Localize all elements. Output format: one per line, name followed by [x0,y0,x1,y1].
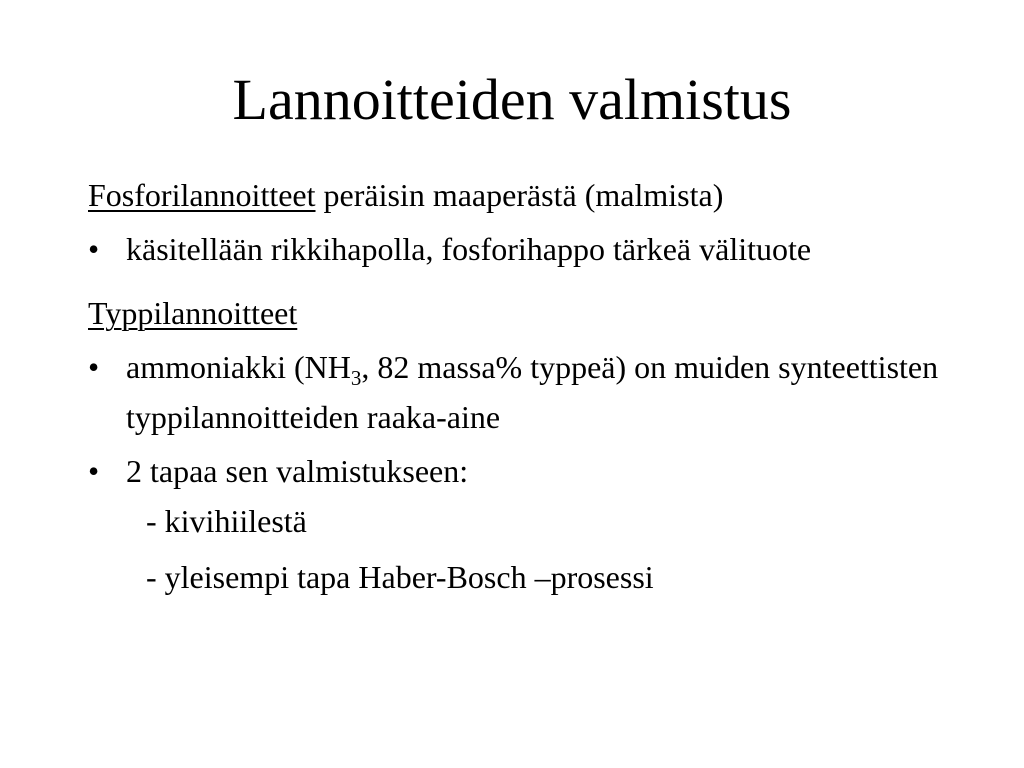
heading-phosphorus-rest: peräisin maaperästä (malmista) [315,177,724,213]
subscript-three: 3 [350,366,362,390]
bullet-text-part2: , 82 massa% typpeä) on muiden synteettisten typpilannoitteiden raaka-aine [126,349,939,435]
heading-phosphorus-underlined: Fosforilannoitteet [88,177,316,213]
bullet-item [88,224,968,274]
section-heading-phosphorus [88,170,968,220]
section-spacer [88,274,968,288]
bullet-text: 2 tapaa sen valmistukseen: [126,453,469,489]
section-heading-nitrogen [88,288,968,338]
heading-nitrogen-underlined: Typpilannoitteet [88,295,298,331]
bullet-text-part1: ammoniakki (NH [126,349,351,385]
bullet-dot-icon: • [88,231,100,267]
bullet-dot-icon: • [88,349,100,385]
bullet-item [88,342,968,442]
bullet-dot-icon: • [88,453,100,489]
slide-body [88,170,968,602]
bullet-item [88,446,968,496]
sub-item: - yleisempi tapa Haber-Bosch –prosessi [146,559,654,595]
bullet-text: käsitellään rikkihapolla, fosforihappo tärkeä välituote [126,231,812,267]
sub-item: - kivihiilestä [146,503,307,539]
slide-title: Lannoitteiden valmistus [232,67,792,132]
